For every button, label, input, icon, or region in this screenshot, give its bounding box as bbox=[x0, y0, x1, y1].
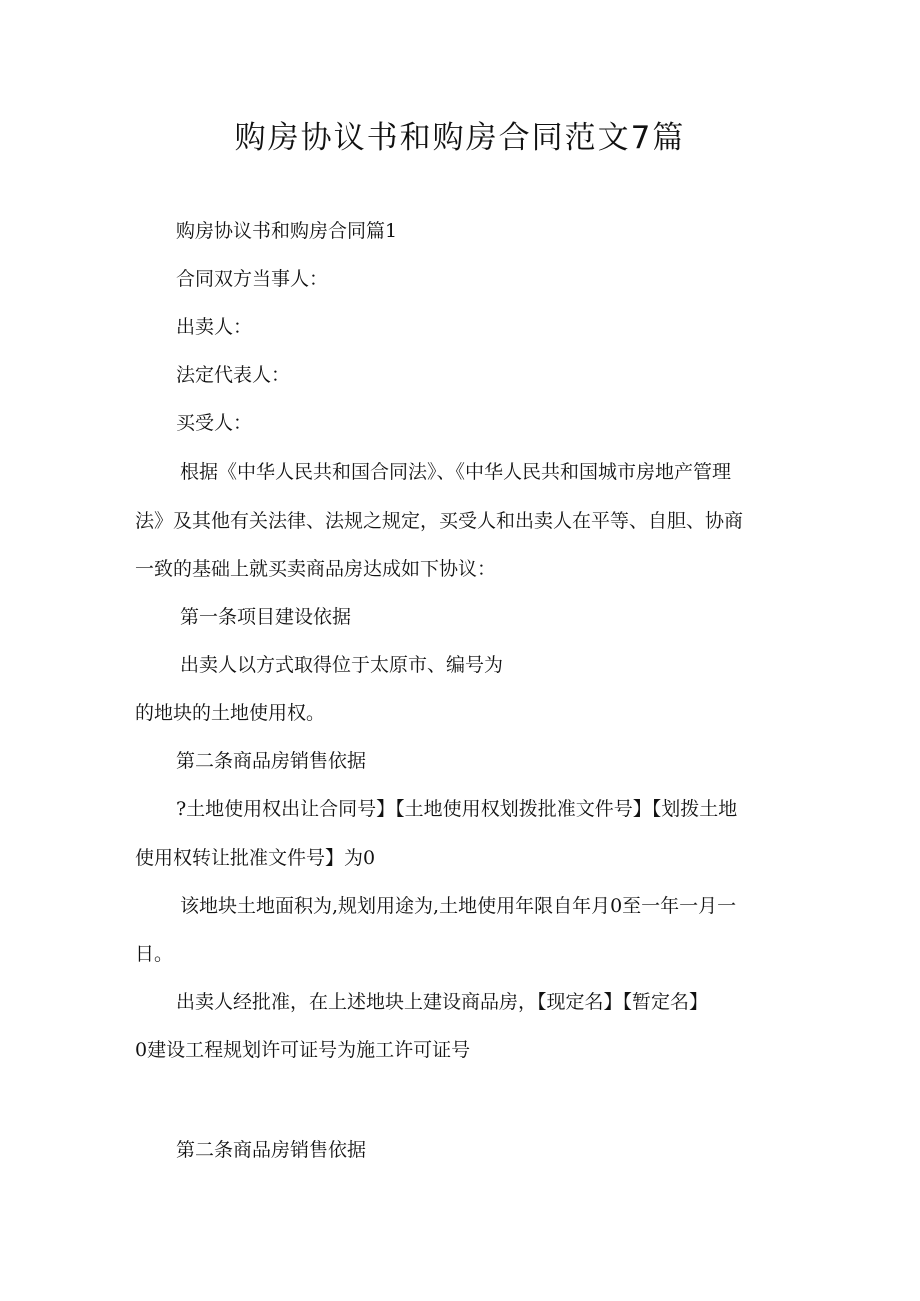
paragraph-line: ?土地使用权出让合同号】【土地使用权划拨批准文件号】【划拨土地 bbox=[176, 798, 738, 820]
paragraph-line: 根据《中华人民共和国合同法》、《中华人民共和国城市房地产管理 bbox=[180, 461, 732, 483]
section-heading-contract-1: 购房协议书和购房合同篇1 bbox=[176, 220, 398, 242]
parties-label: 合同双方当事人： bbox=[176, 268, 329, 290]
paragraph-line: 使用权转让批准文件号】为0 bbox=[135, 847, 376, 869]
document-title: 购房协议书和购房合同范文7篇 bbox=[234, 120, 686, 156]
article-heading: 第二条商品房销售依据 bbox=[176, 750, 367, 772]
paragraph-line: 一致的基础上就买卖商品房达成如下协议： bbox=[135, 558, 497, 580]
article-heading: 第二条商品房销售依据 bbox=[176, 1139, 367, 1161]
paragraph-line: 法》及其他有关法律、法规之规定，买受人和出卖人在平等、自胆、协商 bbox=[135, 510, 744, 532]
buyer-label: 买受人： bbox=[176, 412, 253, 434]
paragraph-line: 出卖人以方式取得位于太原市、编号为 bbox=[180, 654, 504, 676]
paragraph-line: 出卖人经批准，在上述地块上建设商品房，【现定名】【暂定名】 bbox=[176, 991, 709, 1013]
paragraph-line: 该地块土地面积为,规划用途为,土地使用年限自年月0至一年一月一 bbox=[180, 895, 737, 917]
paragraph-line: 的地块的土地使用权。 bbox=[135, 702, 326, 724]
seller-label: 出卖人： bbox=[176, 316, 253, 338]
legal-representative-label: 法定代表人： bbox=[176, 364, 291, 386]
paragraph-line: 日。 bbox=[135, 943, 174, 965]
paragraph-line: 0建设工程规划许可证号为施工许可证号 bbox=[135, 1039, 471, 1061]
article-heading: 第一条项目建设依据 bbox=[180, 606, 352, 628]
